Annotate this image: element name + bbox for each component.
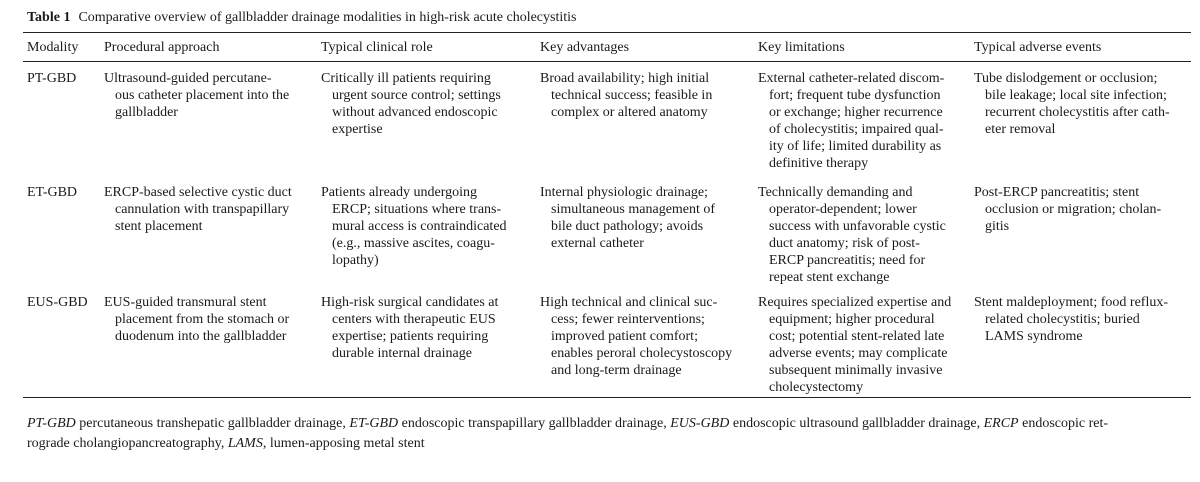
cell-line: eter removal [985,122,1056,137]
footnote-abbreviation: LAMS [227,436,263,451]
cell-line: High-risk surgical candidates at [321,295,499,310]
cell-line: High technical and clinical suc- [540,295,718,310]
cell-line: lopathy) [332,253,379,268]
footnote-definition: rograde cholangiopancreatography, [27,436,228,451]
table-footnote [27,414,1187,454]
role-cell [321,294,498,362]
cell-line: Requires specialized expertise and [758,295,952,310]
role-cell [321,70,501,138]
cell-line: bile duct pathology; avoids [551,219,704,234]
cell-line: duodenum into the gallbladder [115,329,287,344]
cell-line: mural access is contraindicated [332,219,507,234]
cell-line: and long-term drainage [551,363,682,378]
column-header-advantages: Key advantages [540,40,630,55]
cell-line: placement from the stomach or [115,312,290,327]
column-header-modality: Modality [27,40,79,55]
cell-line: (e.g., massive ascites, coagu- [332,236,495,251]
cell-line: gallbladder [115,105,178,120]
table-caption-label: Table 1 [27,10,71,25]
advantages-cell [540,294,732,379]
cell-line: expertise [332,122,383,137]
cell-line: simultaneous management of [551,202,716,217]
table-caption-title: Comparative overview of gallbladder drainage modalities in high-risk acute cholecystitis [78,10,577,25]
cell-line: technical success; feasible in [551,88,713,103]
cell-line: external catheter [551,236,644,251]
cell-line: without advanced endoscopic [332,105,498,120]
cell-line: related cholecystitis; buried [985,312,1140,327]
cell-line: repeat stent exchange [769,270,890,285]
footnote-definition: , lumen-apposing metal stent [262,436,425,451]
limitations-cell [758,70,944,172]
cell-line: EUS-guided transmural stent [104,295,267,310]
role-cell [321,184,507,269]
cell-line: expertise; patients requiring [332,329,489,344]
footnote-definition: percutaneous transhepatic gallbladder drainage, [75,416,350,431]
cell-line: LAMS syndrome [985,329,1083,344]
table-top-rule [23,32,1191,33]
cell-line: improved patient comfort; [551,329,698,344]
footnote-abbreviation: EUS-GBD [670,416,730,431]
cell-line: definitive therapy [769,156,869,171]
column-header-role: Typical clinical role [321,40,433,55]
cell-line: fort; frequent tube dysfunction [769,88,941,103]
footnote-abbreviation: PT-GBD [27,416,76,431]
cell-line: Critically ill patients requiring [321,71,491,86]
cell-line: bile leakage; local site infection; [985,88,1167,103]
cell-line: recurrent cholecystitis after cath- [985,105,1170,120]
cell-line: ERCP pancreatitis; need for [769,253,926,268]
cell-line: centers with therapeutic EUS [332,312,496,327]
cell-line: adverse events; may complicate [769,346,948,361]
cell-line: occlusion or migration; cholan- [985,202,1162,217]
modality-cell: ET-GBD [27,185,78,200]
cell-line: External catheter-related discom- [758,71,945,86]
table-caption [27,9,576,27]
adverse-cell [974,294,1168,345]
cell-line: ous catheter placement into the [115,88,290,103]
cell-line: Post-ERCP pancreatitis; stent [974,185,1140,200]
approach-cell [104,70,289,121]
table-bottom-rule [23,397,1191,398]
cell-line: complex or altered anatomy [551,105,708,120]
cell-line: ERCP-based selective cystic duct [104,185,292,200]
limitations-cell [758,184,946,286]
cell-line: cost; potential stent-related late [769,329,945,344]
modality-cell: PT-GBD [27,71,77,86]
approach-cell [104,294,289,345]
cell-line: ERCP; situations where trans- [332,202,502,217]
cell-line: gitis [985,219,1010,234]
cell-line: duct anatomy; risk of post- [769,236,920,251]
cell-line: of cholecystitis; impaired qual- [769,122,944,137]
cell-line: Stent maldeployment; food reflux- [974,295,1169,310]
cell-line: cannulation with transpapillary [115,202,290,217]
cell-line: urgent source control; settings [332,88,501,103]
approach-cell [104,184,292,235]
footnote-definition: endoscopic ret- [1018,416,1109,431]
cell-line: subsequent minimally invasive [769,363,943,378]
footnote-definition: endoscopic transpapillary gallbladder drainage, [398,416,671,431]
cell-line: stent placement [115,219,203,234]
cell-line: durable internal drainage [332,346,472,361]
cell-line: Broad availability; high initial [540,71,710,86]
cell-line: Patients already undergoing [321,185,478,200]
footnote-abbreviation: ET-GBD [349,416,399,431]
cell-line: cess; fewer reinterventions; [551,312,705,327]
adverse-cell [974,184,1161,235]
column-header-approach: Procedural approach [104,40,220,55]
footnote-line-1 [27,414,1187,434]
cell-line: Technically demanding and [758,185,913,200]
cell-line: success with unfavorable cystic [769,219,946,234]
column-header-adverse: Typical adverse events [974,40,1102,55]
footnote-definition: endoscopic ultrasound gallbladder drainage, [729,416,984,431]
footnote-line-2 [27,434,1187,454]
advantages-cell [540,184,715,252]
footnote-abbreviation: ERCP [983,416,1019,431]
cell-line: enables peroral cholecystoscopy [551,346,733,361]
modality-cell: EUS-GBD [27,295,88,310]
cell-line: cholecystectomy [769,380,864,395]
cell-line: Ultrasound-guided percutane- [104,71,272,86]
cell-line: ity of life; limited durability as [769,139,942,154]
adverse-cell [974,70,1170,138]
column-header-limitations: Key limitations [758,40,845,55]
advantages-cell [540,70,712,121]
cell-line: equipment; higher procedural [769,312,935,327]
cell-line: Internal physiologic drainage; [540,185,708,200]
cell-line: or exchange; higher recurrence [769,105,943,120]
cell-line: Tube dislodgement or occlusion; [974,71,1158,86]
limitations-cell [758,294,951,396]
cell-line: operator-dependent; lower [769,202,917,217]
table-header-rule [23,61,1191,62]
